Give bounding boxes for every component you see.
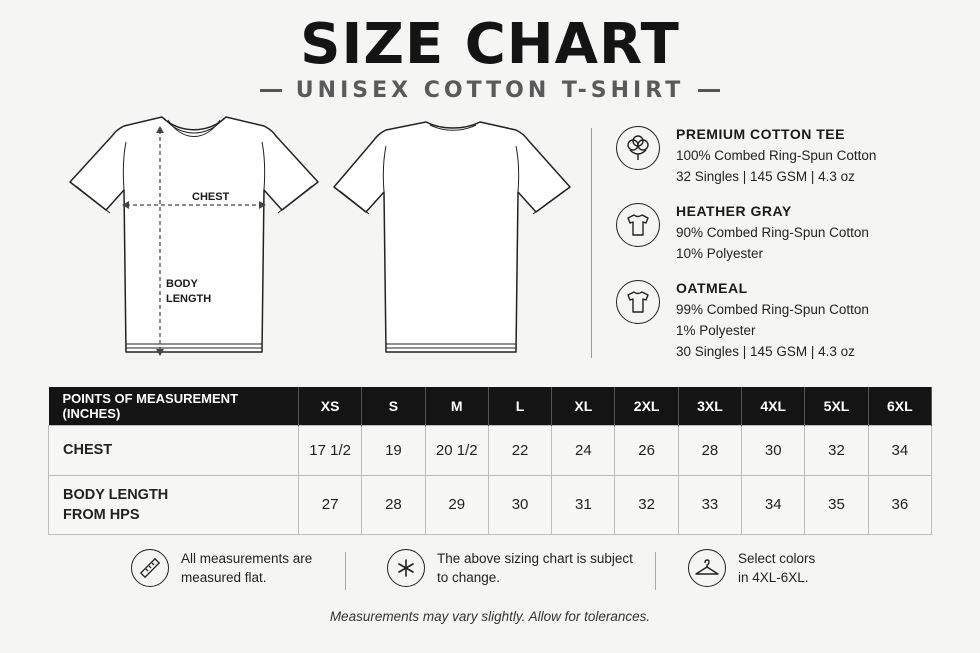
size-header: 3XL (678, 387, 741, 425)
asterisk-icon (387, 549, 425, 587)
fabric-info-premium (616, 126, 956, 187)
size-header: XS (299, 387, 362, 425)
table-cell: 31 (552, 475, 615, 534)
body-length-label-line1: BODY (166, 278, 198, 290)
table-cell: 30 (488, 475, 551, 534)
hanger-icon (688, 549, 726, 587)
shirt-front-diagram (64, 112, 324, 367)
fabric-line: 32 Singles | 145 GSM | 4.3 oz (676, 169, 855, 184)
size-header: S (362, 387, 425, 425)
table-cell: 35 (805, 475, 868, 534)
table-cell: 22 (488, 425, 551, 475)
fabric-line: 1% Polyester (676, 323, 756, 338)
note-subject-to-change (387, 549, 633, 587)
cotton-flower-icon (616, 126, 660, 170)
table-cell: 32 (805, 425, 868, 475)
ruler-icon (131, 549, 169, 587)
table-cell: 20 1/2 (425, 425, 488, 475)
fabric-line: 90% Combed Ring-Spun Cotton (676, 225, 869, 240)
table-cell: 33 (678, 475, 741, 534)
size-header: 2XL (615, 387, 678, 425)
table-header-row (49, 387, 932, 425)
tshirt-front-illustration (64, 112, 324, 367)
note-text: measured flat. (181, 570, 267, 585)
note-text: All measurements are (181, 551, 313, 566)
note-select-colors (688, 549, 815, 587)
table-header-label: POINTS OF MEASUREMENT (INCHES) (49, 387, 299, 425)
row-label-line1: CHEST (63, 442, 113, 458)
table-cell: 17 1/2 (299, 425, 362, 475)
fabric-info-heather-gray (616, 203, 956, 264)
fabric-title: PREMIUM COTTON TEE (676, 126, 845, 142)
page-title: SIZE CHART (300, 12, 680, 77)
subtitle-dash-right (698, 89, 720, 92)
subtitle-dash-left (260, 89, 282, 92)
size-header: M (425, 387, 488, 425)
fabric-title: HEATHER GRAY (676, 203, 792, 219)
fabric-line: 30 Singles | 145 GSM | 4.3 oz (676, 344, 855, 359)
table-cell: 26 (615, 425, 678, 475)
row-label-line2: FROM HPS (63, 506, 140, 523)
size-header: XL (552, 387, 615, 425)
note-text: Select colors (738, 551, 816, 566)
shirt-back-diagram (330, 112, 575, 367)
tshirt-icon (616, 203, 660, 247)
row-label (49, 475, 299, 534)
size-header: L (488, 387, 551, 425)
fabric-title: OATMEAL (676, 280, 748, 296)
note-text: The above sizing chart is subject (437, 551, 633, 566)
table-cell: 34 (868, 425, 931, 475)
table-cell: 27 (299, 475, 362, 534)
table-cell: 36 (868, 475, 931, 534)
note-text: in 4XL-6XL. (738, 570, 809, 585)
table-row (49, 425, 932, 475)
table-cell: 28 (362, 475, 425, 534)
tshirt-back-illustration (330, 112, 575, 367)
table-cell: 28 (678, 425, 741, 475)
note-divider (345, 552, 346, 590)
fabric-line: 10% Polyester (676, 246, 764, 261)
tshirt-icon (616, 280, 660, 324)
fabric-line: 100% Combed Ring-Spun Cotton (676, 148, 877, 163)
row-label (49, 425, 299, 475)
table-cell: 29 (425, 475, 488, 534)
size-header: 6XL (868, 387, 931, 425)
size-header: 4XL (742, 387, 805, 425)
size-header: 5XL (805, 387, 868, 425)
page-subtitle: UNISEX COTTON T-SHIRT (295, 78, 685, 103)
subtitle-row (0, 78, 980, 103)
note-divider (655, 552, 656, 590)
table-cell: 24 (552, 425, 615, 475)
table-cell: 32 (615, 475, 678, 534)
vertical-divider (591, 128, 592, 358)
note-text: to change. (437, 570, 501, 585)
table-cell: 34 (742, 475, 805, 534)
row-label-line1: BODY LENGTH (63, 486, 169, 503)
chest-label: CHEST (192, 191, 230, 203)
fabric-info-oatmeal (616, 280, 956, 362)
size-table (48, 387, 932, 535)
footer-note: Measurements may vary slightly. Allow for tolerances. (329, 609, 651, 624)
table-row (49, 475, 932, 534)
body-length-label-line2: LENGTH (166, 293, 212, 305)
table-cell: 30 (742, 425, 805, 475)
table-cell: 19 (362, 425, 425, 475)
fabric-line: 99% Combed Ring-Spun Cotton (676, 302, 869, 317)
note-measured-flat (131, 549, 312, 587)
